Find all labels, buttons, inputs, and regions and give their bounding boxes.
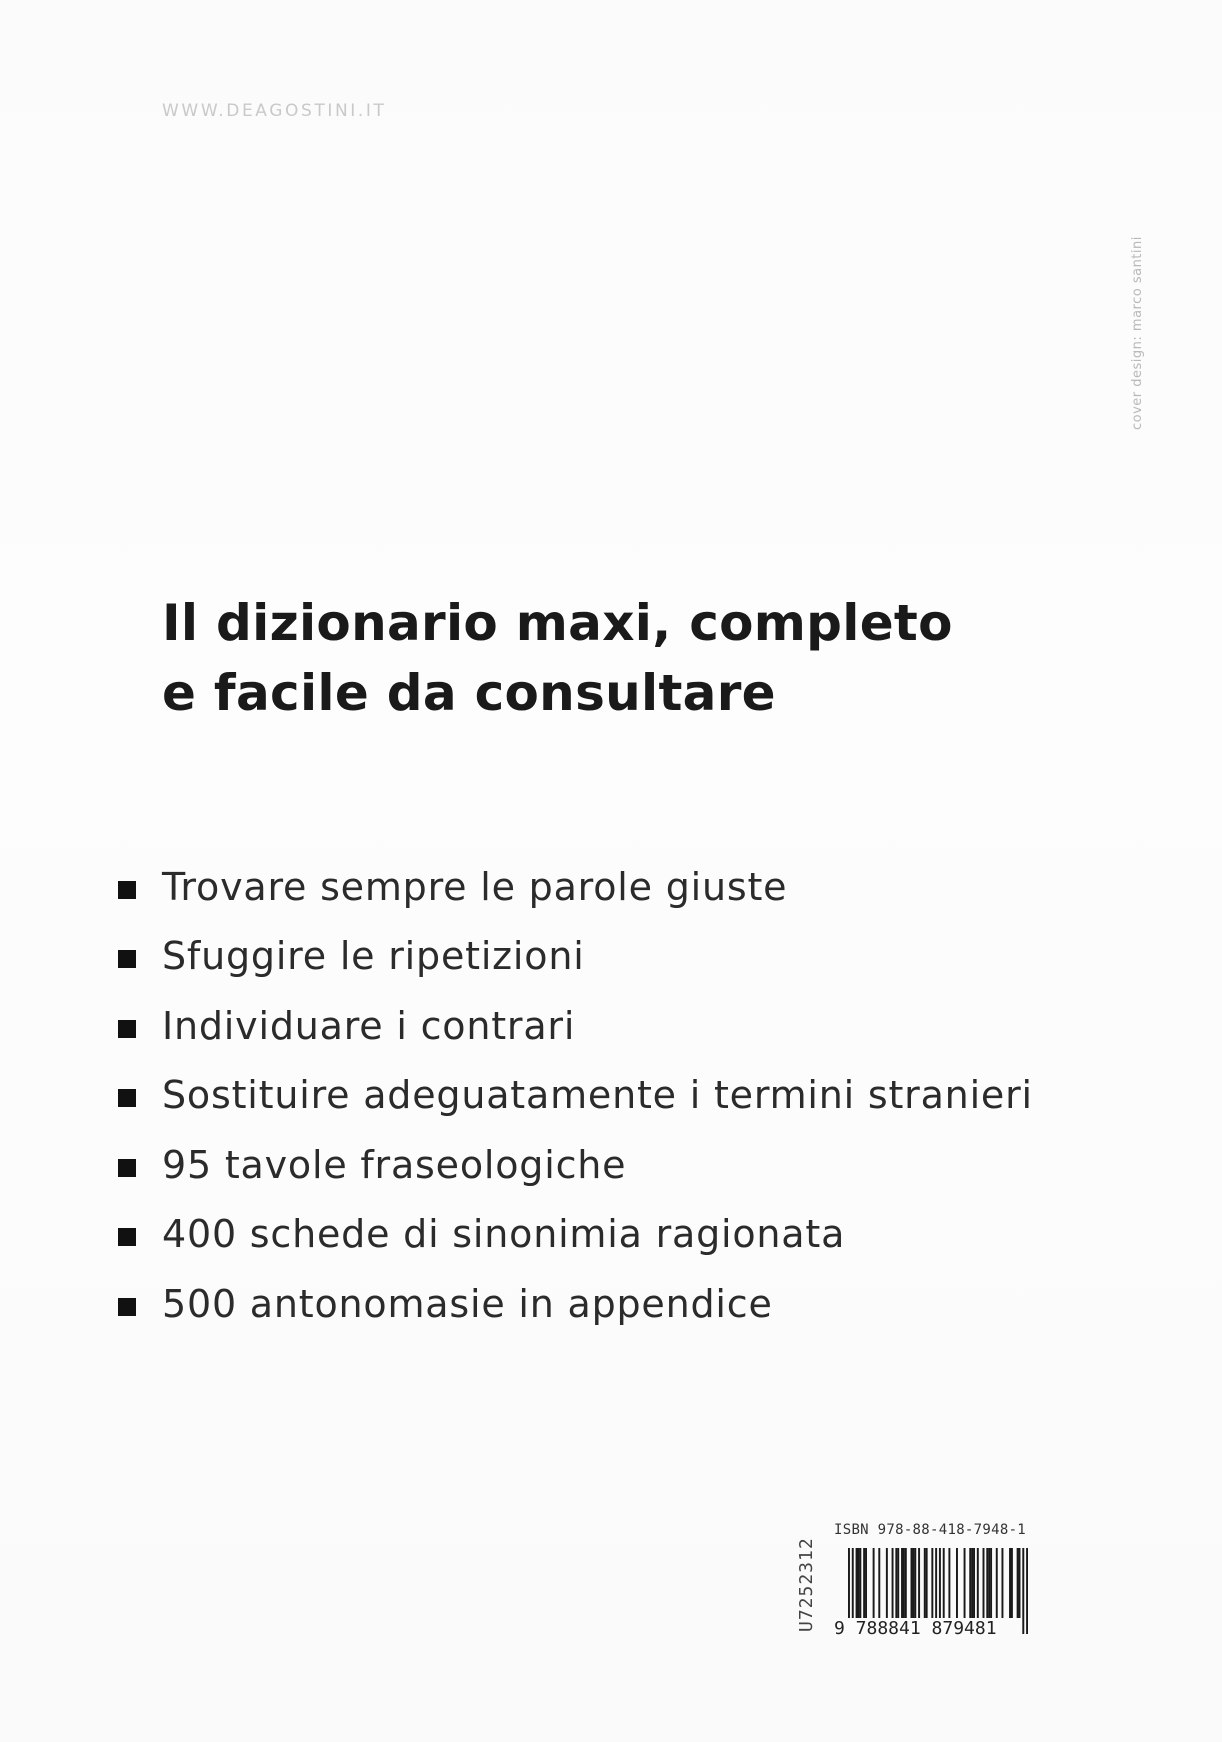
barcode-bar [857, 1548, 859, 1618]
barcode-bar [895, 1548, 897, 1618]
barcode-bar [996, 1548, 998, 1618]
feature-text: Individuare i contrari [162, 1003, 576, 1048]
barcode-bar [964, 1548, 966, 1618]
barcode-bar [901, 1548, 903, 1618]
barcode-bar [990, 1548, 992, 1618]
barcode-bar [905, 1548, 907, 1618]
headline-line-2: e facile da consultare [162, 664, 776, 722]
feature-text: Sostituire adeguatamente i termini stranieri [162, 1073, 1033, 1118]
barcode-bar [977, 1548, 979, 1618]
barcode-bar [918, 1548, 920, 1618]
square-bullet-icon [118, 1228, 136, 1246]
barcode-bar [1001, 1548, 1003, 1618]
feature-item [118, 1061, 1078, 1131]
barcode-bar [971, 1548, 973, 1618]
cover-design-credit [1130, 200, 1152, 430]
barcode-bar [1022, 1548, 1024, 1634]
headline-line-1: Il dizionario maxi, completo [162, 594, 953, 652]
product-code [796, 1522, 820, 1632]
barcode-bar [892, 1548, 894, 1618]
barcode-bar [1009, 1548, 1011, 1618]
feature-text: 400 schede di sinonimia ragionata [162, 1212, 846, 1257]
barcode-bar [1017, 1548, 1019, 1618]
barcode-bar [912, 1548, 914, 1618]
feature-item [118, 1130, 1078, 1200]
barcode-number: 9 788841 879481 [834, 1618, 997, 1639]
barcode-bar [897, 1548, 899, 1618]
feature-item [118, 922, 1078, 992]
feature-item [118, 852, 1078, 922]
square-bullet-icon [118, 1298, 136, 1316]
barcode-bar [865, 1548, 867, 1618]
barcode-bar [924, 1548, 926, 1618]
product-code-text: U7252312 [796, 1537, 817, 1632]
barcode-bar [983, 1548, 985, 1618]
barcode-bar [986, 1548, 988, 1618]
barcode-bar [931, 1548, 933, 1618]
isbn-label: ISBN 978-88-418-7948-1 [834, 1522, 1027, 1538]
barcode-bar [856, 1548, 858, 1618]
barcode-bar [1011, 1548, 1013, 1618]
square-bullet-icon [118, 1089, 136, 1107]
isbn-barcode-block [790, 1522, 1050, 1642]
square-bullet-icon [118, 881, 136, 899]
barcode-bar [911, 1548, 913, 1618]
barcode-bar [926, 1548, 928, 1618]
square-bullet-icon [118, 1159, 136, 1177]
feature-text: 500 antonomasie in appendice [162, 1281, 773, 1326]
barcode-bar [1019, 1548, 1021, 1618]
feature-text: Sfuggire le ripetizioni [162, 934, 585, 979]
barcode-bar [956, 1548, 958, 1618]
feature-item [118, 991, 1078, 1061]
barcode-bar [859, 1548, 861, 1618]
barcode-bar [948, 1548, 950, 1618]
feature-item [118, 1200, 1078, 1270]
barcode-bar [886, 1548, 888, 1618]
square-bullet-icon [118, 950, 136, 968]
barcode-bar [914, 1548, 916, 1618]
barcode-bar [903, 1548, 905, 1618]
barcode-bar [943, 1548, 945, 1618]
barcode-bar [988, 1548, 990, 1618]
barcode-bar [969, 1548, 971, 1618]
square-bullet-icon [118, 1020, 136, 1038]
feature-text: Trovare sempre le parole giuste [162, 864, 788, 909]
headline [162, 588, 1022, 728]
cover-design-credit-text: cover design: marco santini [1130, 236, 1145, 430]
barcode-bar [973, 1548, 975, 1618]
barcode-bar [863, 1548, 865, 1618]
publisher-website: WWW.DEAGOSTINI.IT [162, 101, 387, 121]
feature-text: 95 tavole fraseologiche [162, 1142, 627, 1187]
feature-item [118, 1269, 1078, 1339]
barcode-bar [1026, 1548, 1028, 1634]
barcode-bar [873, 1548, 875, 1618]
barcode-bar [878, 1548, 880, 1618]
feature-list [118, 852, 1078, 1339]
